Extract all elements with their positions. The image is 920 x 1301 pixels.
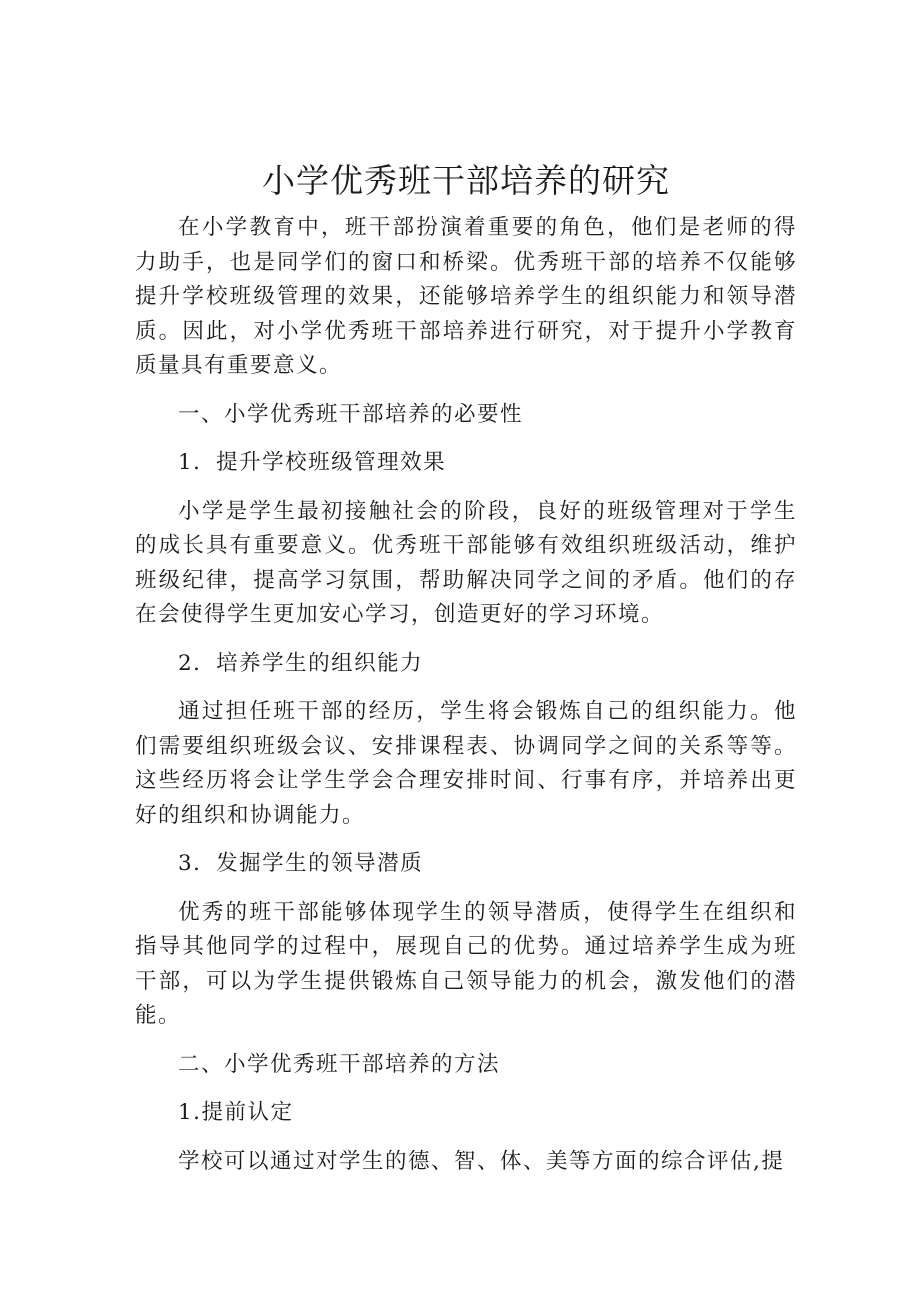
spacer [135, 681, 797, 695]
section-1-item-2-text: 通过担任班干部的经历，学生将会锻炼自己的组织能力。他们需要组织班级会议、安排课程表、协调同学之间的关系等等。这些经历将会让学生学会合理安排时间、行事有序，并培养出更好的组织和协调能力。 [135, 699, 797, 828]
section-1-item-3-text: 优秀的班干部能够体现学生的领导潜质，使得学生在组织和指导其他同学的过程中，展现自己的优势。通过培养学生成为班干部，可以为学生提供锻炼自己领导能力的机会，激发他们的潜能。 [135, 899, 797, 1028]
intro-paragraph: 在小学教育中，班干部扮演着重要的角色，他们是老师的得力助手，也是同学们的窗口和桥梁。优秀班干部的培养不仅能够提升学校班级管理的效果，还能够培养学生的组织能力和领导潜质。因此，对小学优秀班干部培养进行研究，对于提升小学教育质量具有重要意义。 [135, 215, 797, 378]
section-1-item-2-heading: 2．培养学生的组织能力 [178, 650, 424, 676]
document-title: 小学优秀班干部培养的研究 [262, 161, 670, 200]
section-1-item-1-text: 小学是学生最初接触社会的阶段，良好的班级管理对于学生的成长具有重要意义。优秀班干部能够有效组织班级活动，维护班级纪律，提高学习氛围，帮助解决同学之间的矛盾。他们的存在会使得学生更加安心学习，创造更好的学习环境。 [135, 498, 797, 627]
section-1-item-1-heading: 1．提升学校班级管理效果 [178, 450, 447, 475]
spacer [135, 481, 797, 495]
section-2-item-1-text: 学校可以通过对学生的德、智、体、美等方面的综合评估,提 [178, 1148, 785, 1174]
document-page [135, 155, 797, 1179]
spacer [135, 1034, 797, 1048]
spacer [135, 1082, 797, 1096]
spacer [135, 633, 797, 647]
section-1-heading: 一、小学优秀班干部培养的必要性 [178, 401, 524, 427]
spacer [135, 882, 797, 896]
section-2-item-1-heading: 1.提前认定 [178, 1100, 294, 1125]
spacer [135, 833, 797, 847]
section-1-item-3-heading: 3．发掘学生的领导潜质 [178, 851, 424, 876]
section-2-heading: 二、小学优秀班干部培养的方法 [178, 1051, 501, 1077]
spacer [135, 1131, 797, 1145]
spacer [135, 432, 797, 446]
spacer [135, 384, 797, 398]
